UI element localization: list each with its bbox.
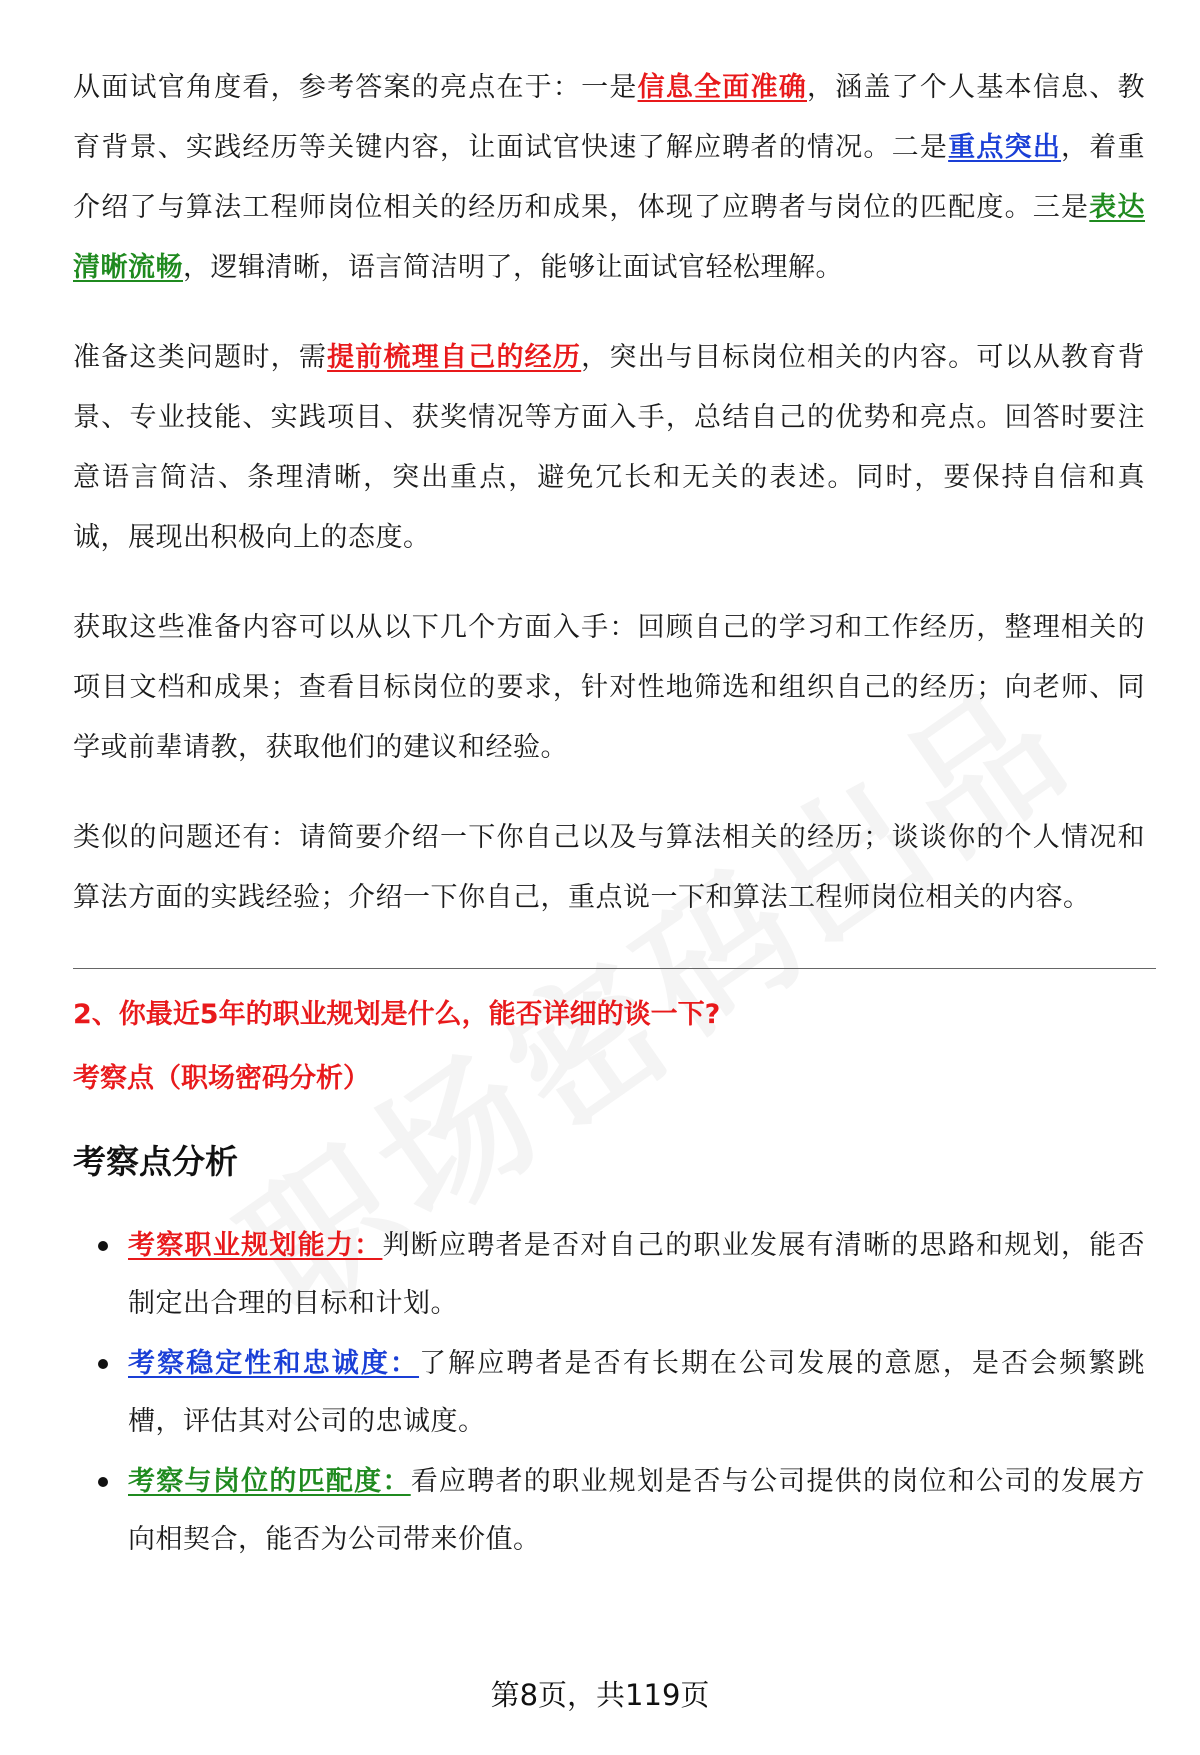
analysis-list: [73, 1217, 1145, 1569]
list-item: [128, 1453, 1145, 1569]
paragraph-preparation: [73, 328, 1145, 568]
text-run: ，涵盖了个人基本信息、教育背景、实践经历等关键内容，让面试官快速了解应聘者的情况。二是: [73, 72, 1146, 163]
list-item: [128, 1217, 1145, 1333]
bullet-icon: [98, 1359, 108, 1369]
text-run: 从面试官角度看，参考答案的亮点在于：一是: [73, 72, 638, 103]
divider: [73, 968, 1156, 969]
point-text: 看应聘者的职业规划是否与公司提供的岗位和公司的发展方向相契合，能否为公司带来价值。: [128, 1466, 1146, 1555]
page-footer: 第8页，共119页: [490, 1678, 710, 1712]
paragraph-similar-questions: 类似的问题还有：请简要介绍一下你自己以及与算法相关的经历；谈谈你的个人情况和算法方面的实践经验；介绍一下你自己，重点说一下和算法工程师岗位相关的内容。: [73, 822, 1145, 913]
question-title: 2、你最近5年的职业规划是什么，能否详细的谈一下?: [73, 999, 721, 1030]
point-text: 了解应聘者是否有长期在公司发展的意愿，是否会频繁跳槽，评估其对公司的忠诚度。: [128, 1348, 1146, 1437]
text-run: ，突出与目标岗位相关的内容。可以从教育背景、专业技能、实践项目、获奖情况等方面入手，总结自己的优势和亮点。回答时要注意语言简洁、条理清晰，突出重点，避免冗长和无关的表述。同时，要保持自信和真诚，展现出积极向上的态度。: [73, 342, 1146, 553]
highlight-info-accurate: 信息全面准确: [637, 72, 807, 103]
question-subtitle: 考察点（职场密码分析）: [73, 1063, 370, 1094]
paragraph-sources: 获取这些准备内容可以从以下几个方面入手：回顾自己的学习和工作经历，整理相关的项目文档和成果；查看目标岗位的要求，针对性地筛选和组织自己的经历；向老师、同学或前辈请教，获取他们的建议和经验。: [73, 612, 1145, 763]
point-label: 考察与岗位的匹配度：: [128, 1466, 411, 1497]
highlight-focus: 重点突出: [948, 132, 1062, 163]
document-body: [73, 58, 1145, 1571]
paragraph-highlights: [73, 58, 1145, 298]
point-label: 考察稳定性和忠诚度：: [128, 1348, 420, 1379]
text-run: ，着重介绍了与算法工程师岗位相关的经历和成果，体现了应聘者与岗位的匹配度。三是: [73, 132, 1146, 223]
section-heading: 考察点分析: [73, 1142, 238, 1181]
highlight-sort-experience: 提前梳理自己的经历: [327, 342, 582, 373]
text-run: 准备这类问题时，需: [73, 342, 328, 373]
bullet-icon: [98, 1477, 108, 1487]
text-run: ，逻辑清晰，语言简洁明了，能够让面试官轻松理解。: [183, 252, 843, 283]
point-text: 判断应聘者是否对自己的职业发展有清晰的思路和规划，能否制定出合理的目标和计划。: [128, 1230, 1146, 1319]
list-item: [128, 1335, 1145, 1451]
highlight-clear-expression: 表达清晰流畅: [73, 192, 1146, 283]
bullet-icon: [98, 1241, 108, 1251]
point-label: 考察职业规划能力：: [128, 1230, 383, 1261]
